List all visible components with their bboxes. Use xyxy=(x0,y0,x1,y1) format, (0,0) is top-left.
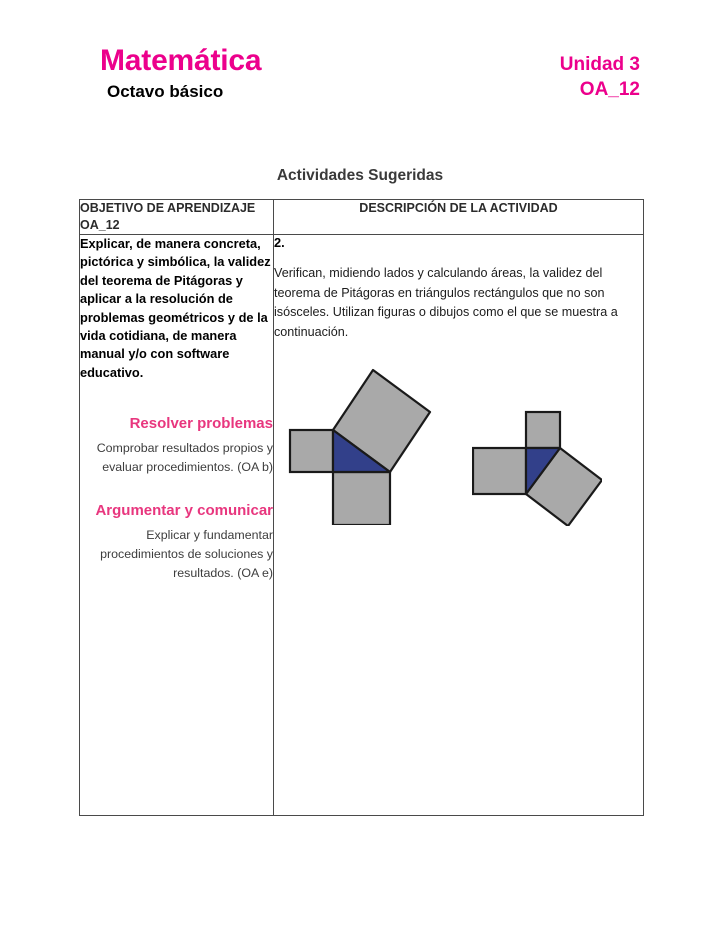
skill-argumentar-comunicar xyxy=(80,499,273,583)
skill-resolver-problemas xyxy=(80,412,273,477)
oa-code: OA_12 xyxy=(579,79,640,100)
table-content-row xyxy=(80,235,644,816)
leg-square-left xyxy=(290,430,333,472)
skill-heading: Resolver problemas xyxy=(129,415,273,433)
leg-square-top xyxy=(526,412,560,448)
figures-container xyxy=(274,360,619,560)
leg-square-bottom xyxy=(333,472,390,525)
header-objective: OBJETIVO DE APRENDIZAJE OA_12 xyxy=(80,200,274,235)
pythagorean-figure-right xyxy=(472,408,602,526)
subject-block xyxy=(100,44,261,103)
unit-block xyxy=(560,52,640,102)
activity-paragraph: Verifican, midiendo lados y calculando áreas, la validez del teorema de Pitágoras en triángulos rectángulos que no son isósceles. Utilizan figuras o dibujos como el que se muestra a continuación. xyxy=(274,266,618,339)
description-cell xyxy=(274,235,644,816)
header-description: DESCRIPCIÓN DE LA ACTIVIDAD xyxy=(274,200,644,235)
table-header-row xyxy=(80,200,644,235)
objective-cell xyxy=(80,235,274,816)
skill-body: Explicar y fundamentar procedimientos de soluciones y resultados. (OA e) xyxy=(100,528,273,581)
document-header xyxy=(0,0,720,130)
pythagorean-figure-left xyxy=(286,360,436,525)
subject-level: Octavo básico xyxy=(107,82,224,101)
subject-title: Matemática xyxy=(100,44,262,77)
activities-table xyxy=(79,199,644,816)
unit-number: Unidad 3 xyxy=(559,54,640,75)
activity-number: 2. xyxy=(274,235,285,250)
section-title: Actividades Sugeridas xyxy=(276,167,444,184)
leg-square-left xyxy=(473,448,526,494)
objective-text: Explicar, de manera concreta, pictórica y simbólica, la validez del teorema de Pitágoras y aplicar a la resolución de problemas geométricos y de la vida cotidiana, de manera manual y/o con software educativo. xyxy=(80,236,271,380)
skill-heading: Argumentar y comunicar xyxy=(95,502,273,520)
skill-body: Comprobar resultados propios y evaluar procedimientos. (OA b) xyxy=(96,441,273,475)
